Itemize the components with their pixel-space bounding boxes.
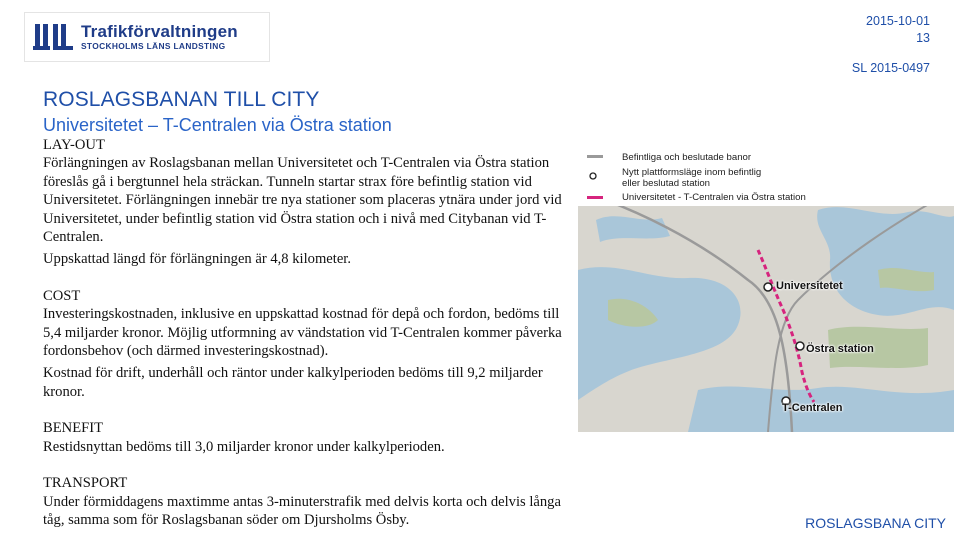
legend-symbols	[578, 150, 622, 206]
map-label-ostra-station: Östra station	[806, 343, 874, 355]
map-legend	[578, 150, 954, 206]
footer-label: ROSLAGSBANA CITY	[805, 515, 946, 531]
station-marker-ostra-station	[796, 342, 804, 350]
legend-route: Universitetet - T-Centralen via Östra station	[622, 192, 806, 203]
cost-heading: COST	[43, 287, 81, 304]
cost-operation-paragraph: Kostnad för drift, underhåll och räntor under kalkylperioden bedöms till 9,2 miljarder kronor.	[43, 365, 543, 400]
legend-existing-lines: Befintliga och beslutade banor	[622, 152, 752, 163]
transport-paragraph: Under förmiddagens maxtimme antas 3-minuterstrafik med delvis korta och delvis långa tåg, samma som för Roslagsbanan söder om Djursholms Ösby.	[43, 493, 561, 528]
text-column	[43, 136, 563, 529]
page-subtitle: Universitetet – T-Centralen via Östra station	[43, 115, 392, 135]
legend-new-platform-line2: eller beslutad station	[622, 178, 710, 189]
layout-paragraph: Förlängningen av Roslagsbanan mellan Universitetet och T-Centralen via Östra station föreslås gå i bergtunnel hela sträckan. Tunneln startar strax före befintlig station vid Universitetet. Förlängningen innebär tre nya stationer som placeras ytnära under jord vid Universitetet, under befintlig station vid Östra station och i nivå med Citybanan vid T-Centralen.	[43, 155, 562, 246]
logo-subtitle: STOCKHOLMS LÄNS LANDSTING	[81, 41, 226, 52]
trafikforvaltningen-logo	[24, 12, 270, 62]
transport-heading: TRANSPORT	[43, 475, 128, 492]
page-title: ROSLAGSBANAN TILL CITY	[43, 88, 320, 111]
sll-logo-mark-icon	[33, 22, 75, 52]
station-marker-universitetet	[764, 283, 772, 291]
map-label-universitetet: Universitetet	[776, 280, 843, 292]
layout-length-paragraph: Uppskattad längd för förlängningen är 4,8 kilometer.	[43, 251, 352, 268]
document-reference: SL 2015-0497	[851, 61, 930, 75]
benefit-heading: BENEFIT	[43, 420, 103, 437]
logo-name: Trafikförvaltningen	[81, 22, 238, 42]
layout-heading: LAY-OUT	[43, 137, 105, 153]
page-number: 13	[916, 31, 930, 45]
legend-new-platform-line1: Nytt plattformsläge inom befintlig	[622, 167, 762, 178]
map-label-t-centralen: T-Centralen	[782, 402, 843, 414]
document-date: 2015-10-01	[866, 14, 930, 28]
cost-investment-paragraph: Investeringskostnaden, inklusive en uppskattad kostnad för depå och fordon, bedöms till 5,4 miljarder kronor. Möjlig utformning av vändstation vid T-Centralen kommer påverka fordonsbehov (och därmed investeringskostnad).	[43, 306, 562, 360]
benefit-paragraph: Restidsnyttan bedöms till 3,0 miljarder kronor under kalkylperioden.	[43, 438, 445, 455]
